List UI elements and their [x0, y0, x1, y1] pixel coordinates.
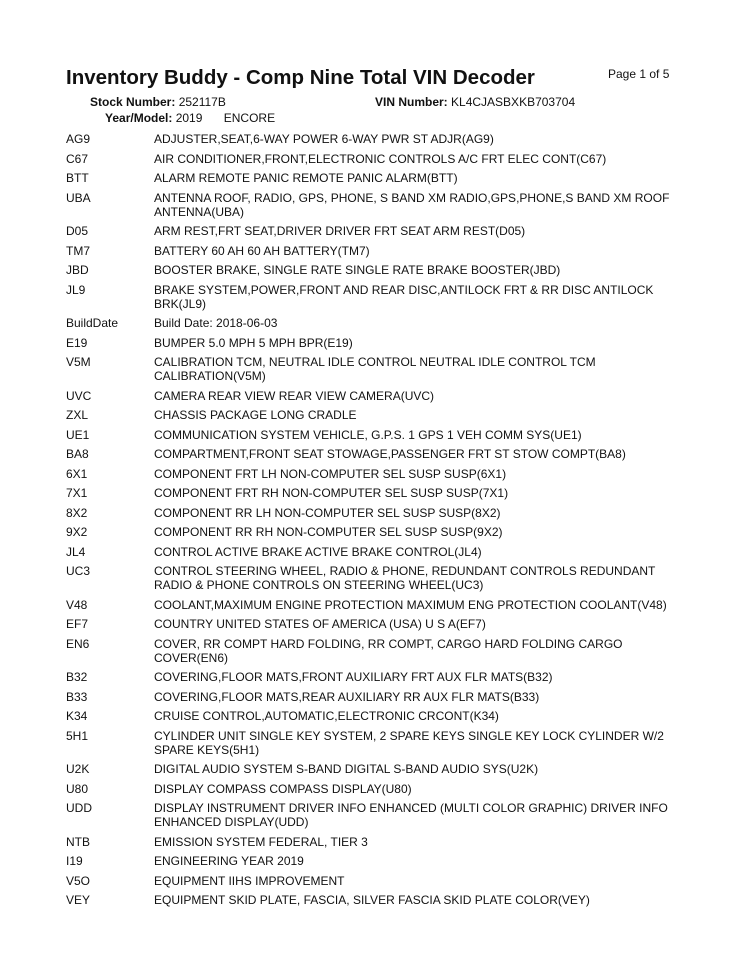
model-value: ENCORE	[223, 111, 276, 125]
option-code: D05	[66, 224, 89, 238]
code-row	[66, 670, 686, 684]
option-description: COOLANT,MAXIMUM ENGINE PROTECTION MAXIMUM ENG PROTECTION COOLANT(V48)	[154, 597, 667, 612]
option-description: COVERING,FLOOR MATS,REAR AUXILIARY RR AUX FLR MATS(B33)	[154, 689, 540, 704]
option-description: EMISSION SYSTEM FEDERAL, TIER 3	[154, 834, 368, 849]
stock-number-label: Stock Number:	[90, 95, 176, 109]
option-code: 6X1	[66, 466, 88, 481]
option-code: K34	[66, 709, 88, 723]
option-code: C67	[66, 151, 89, 166]
option-code: 5H1	[66, 728, 89, 743]
option-description: BRAKE SYSTEM,POWER,FRONT AND REAR DISC,ANTILOCK FRT & RR DISC ANTILOCK BRK(JL9)	[154, 282, 654, 311]
option-description: COVER, RR COMPT HARD FOLDING, RR COMPT, CARGO HARD FOLDING CARGO COVER(EN6)	[154, 636, 623, 665]
page-number: Page 1 of 5	[608, 67, 670, 81]
option-description: BUMPER 5.0 MPH 5 MPH BPR(E19)	[154, 335, 353, 350]
option-description: EQUIPMENT SKID PLATE, FASCIA, SILVER FASCIA SKID PLATE COLOR(VEY)	[154, 893, 590, 907]
option-description: CHASSIS PACKAGE LONG CRADLE	[154, 408, 357, 422]
vin-number-value: KL4CJASBXKB703704	[451, 95, 576, 109]
option-code: JL9	[66, 282, 86, 297]
code-row	[66, 152, 686, 166]
option-code: UDD	[66, 801, 92, 815]
option-description: DIGITAL AUDIO SYSTEM S-BAND DIGITAL S-BAND AUDIO SYS(U2K)	[154, 762, 539, 776]
option-code-list	[66, 132, 686, 913]
option-description: CAMERA REAR VIEW REAR VIEW CAMERA(UVC)	[154, 388, 435, 403]
option-description: ADJUSTER,SEAT,6-WAY POWER 6-WAY PWR ST ADJR(AG9)	[154, 132, 494, 146]
option-code: I19	[66, 854, 83, 868]
option-code: ZXL	[66, 408, 89, 422]
option-description: ANTENNA ROOF, RADIO, GPS, PHONE, S BAND XM RADIO,GPS,PHONE,S BAND XM ROOF ANTENNA(UBA)	[154, 190, 670, 219]
option-code: UE1	[66, 427, 90, 442]
option-description: BOOSTER BRAKE, SINGLE RATE SINGLE RATE BRAKE BOOSTER(JBD)	[154, 263, 561, 277]
code-row	[66, 428, 686, 442]
code-row	[66, 447, 686, 461]
code-row	[66, 782, 686, 796]
code-row	[66, 132, 686, 146]
code-row	[66, 171, 686, 185]
option-description: CRUISE CONTROL,AUTOMATIC,ELECTRONIC CRCONT(K34)	[154, 709, 499, 723]
code-row	[66, 191, 686, 219]
option-description: AIR CONDITIONER,FRONT,ELECTRONIC CONTROLS A/C FRT ELEC CONT(C67)	[154, 151, 607, 166]
code-row	[66, 506, 686, 520]
code-row	[66, 408, 686, 422]
stock-number-value: 252117B	[178, 95, 226, 109]
option-code: TM7	[66, 243, 90, 258]
option-description: COMPARTMENT,FRONT SEAT STOWAGE,PASSENGER FRT ST STOW COMPT(BA8)	[154, 447, 626, 461]
code-row	[66, 690, 686, 704]
option-code: V5O	[66, 873, 91, 888]
option-description: ENGINEERING YEAR 2019	[154, 854, 304, 868]
option-code: V5M	[66, 355, 91, 369]
option-description: Build Date: 2018-06-03	[154, 316, 278, 330]
option-code: V48	[66, 597, 88, 612]
option-code: JBD	[66, 263, 89, 277]
option-code: EN6	[66, 636, 90, 651]
option-code: JL4	[66, 544, 86, 559]
option-code: U80	[66, 781, 89, 796]
option-code: UC3	[66, 564, 91, 578]
option-code: 9X2	[66, 525, 88, 539]
option-code: BA8	[66, 447, 89, 461]
option-code: NTB	[66, 834, 90, 849]
option-code: B33	[66, 689, 88, 704]
option-description: ALARM REMOTE PANIC REMOTE PANIC ALARM(BTT)	[154, 171, 458, 185]
option-description: CYLINDER UNIT SINGLE KEY SYSTEM, 2 SPARE KEYS SINGLE KEY LOCK CYLINDER W/2 SPARE KEYS(5H1)	[154, 728, 664, 757]
code-row	[66, 244, 686, 258]
code-row	[66, 709, 686, 723]
code-row	[66, 355, 686, 383]
option-description: COVERING,FLOOR MATS,FRONT AUXILIARY FRT AUX FLR MATS(B32)	[154, 670, 553, 684]
option-description: ARM REST,FRT SEAT,DRIVER DRIVER FRT SEAT ARM REST(D05)	[154, 224, 526, 238]
option-code: VEY	[66, 893, 91, 907]
year-value: 2019	[175, 111, 203, 125]
stock-number	[90, 95, 226, 109]
option-code: 7X1	[66, 486, 88, 500]
code-row	[66, 263, 686, 277]
page-title: Inventory Buddy - Comp Nine Total VIN Decoder	[66, 66, 535, 89]
option-code: B32	[66, 670, 88, 684]
option-description: COMMUNICATION SYSTEM VEHICLE, G.P.S. 1 GPS 1 VEH COMM SYS(UE1)	[154, 427, 582, 442]
option-description: COMPONENT FRT RH NON-COMPUTER SEL SUSP SUSP(7X1)	[154, 486, 509, 500]
option-description: CONTROL ACTIVE BRAKE ACTIVE BRAKE CONTROL(JL4)	[154, 544, 482, 559]
option-code: E19	[66, 335, 88, 350]
code-row	[66, 336, 686, 350]
option-description: EQUIPMENT IIHS IMPROVEMENT	[154, 873, 345, 888]
option-code: 8X2	[66, 505, 88, 520]
code-row	[66, 801, 686, 829]
code-row	[66, 486, 686, 500]
code-row	[66, 617, 686, 631]
code-row	[66, 316, 686, 330]
code-row	[66, 598, 686, 612]
option-code: UBA	[66, 190, 91, 205]
option-description: COMPONENT RR LH NON-COMPUTER SEL SUSP SUSP(8X2)	[154, 505, 501, 520]
code-row	[66, 854, 686, 868]
code-row	[66, 637, 686, 665]
code-row	[66, 467, 686, 481]
vin-number	[375, 95, 575, 109]
code-row	[66, 729, 686, 757]
code-row	[66, 389, 686, 403]
option-code: AG9	[66, 132, 91, 146]
code-row	[66, 564, 686, 592]
option-description: COMPONENT FRT LH NON-COMPUTER SEL SUSP SUSP(6X1)	[154, 466, 507, 481]
code-row	[66, 762, 686, 776]
option-description: DISPLAY COMPASS COMPASS DISPLAY(U80)	[154, 781, 412, 796]
code-row	[66, 893, 686, 907]
code-row	[66, 283, 686, 311]
year-model	[105, 111, 275, 125]
option-description: CONTROL STEERING WHEEL, RADIO & PHONE, REDUNDANT CONTROLS REDUNDANT RADIO & PHONE CONTROLS ON STEERING WHEEL(UC3)	[154, 564, 656, 592]
option-description: CALIBRATION TCM, NEUTRAL IDLE CONTROL NEUTRAL IDLE CONTROL TCM CALIBRATION(V5M)	[154, 355, 596, 383]
option-description: BATTERY 60 AH 60 AH BATTERY(TM7)	[154, 243, 370, 258]
option-code: U2K	[66, 762, 90, 776]
vin-number-label: VIN Number:	[375, 95, 448, 109]
option-code: EF7	[66, 617, 89, 631]
option-code: BTT	[66, 171, 89, 185]
option-code: UVC	[66, 388, 92, 403]
option-description: COUNTRY UNITED STATES OF AMERICA (USA) U S A(EF7)	[154, 617, 486, 631]
year-model-label: Year/Model:	[105, 111, 173, 125]
code-row	[66, 874, 686, 888]
code-row	[66, 525, 686, 539]
code-row	[66, 224, 686, 238]
option-code: BuildDate	[66, 316, 119, 330]
option-description: COMPONENT RR RH NON-COMPUTER SEL SUSP SUSP(9X2)	[154, 525, 503, 539]
option-description: DISPLAY INSTRUMENT DRIVER INFO ENHANCED (MULTI COLOR GRAPHIC) DRIVER INFO ENHANCED DISPLAY(UDD)	[154, 801, 668, 829]
code-row	[66, 545, 686, 559]
code-row	[66, 835, 686, 849]
